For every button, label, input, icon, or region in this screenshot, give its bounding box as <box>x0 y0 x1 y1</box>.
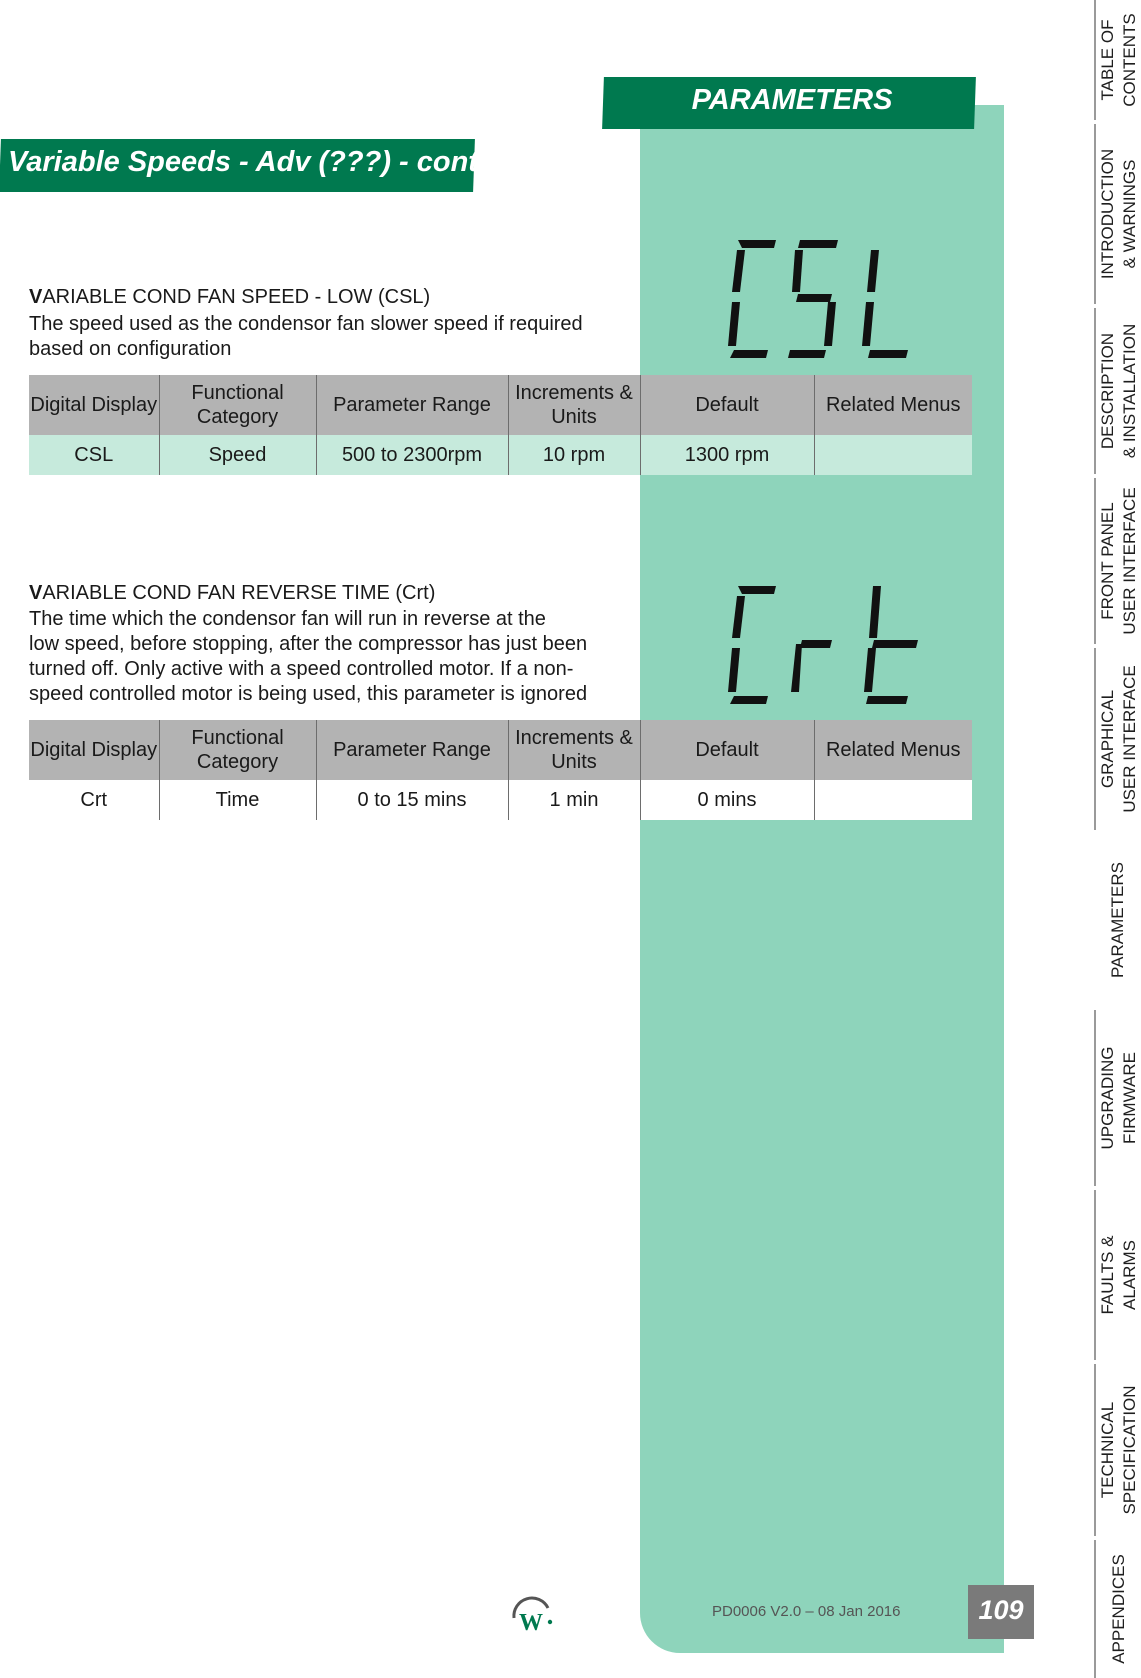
column-header: Parameter Range <box>316 720 508 780</box>
description-line: speed controlled motor is being used, this parameter is ignored <box>29 683 588 705</box>
segment-bottom <box>730 696 768 704</box>
cell-related-menus <box>814 780 972 820</box>
cell-increments-units: 1 min <box>508 780 640 820</box>
sidebar-tab-upgrading-firmware[interactable] <box>1094 1010 1141 1186</box>
sidebar-tab-label: INTRODUCTION & WARNINGS <box>1097 148 1139 280</box>
segment-upper-left <box>732 250 745 292</box>
sidebar-tab-introduction[interactable] <box>1094 124 1141 304</box>
cell-parameter-range: 500 to 2300rpm <box>316 435 508 475</box>
sidebar-tab-faults-alarms[interactable] <box>1094 1190 1141 1360</box>
column-header: Increments & Units <box>508 720 640 780</box>
segment-lower-left <box>862 302 874 346</box>
table-row <box>29 435 972 475</box>
segment-lower-left <box>791 644 802 692</box>
column-header: Functional Category <box>159 720 316 780</box>
parameter-description-crt <box>29 607 629 707</box>
cell-increments-units: 10 rpm <box>508 435 640 475</box>
column-header: Functional Category <box>159 375 316 435</box>
segment-middle <box>872 640 918 648</box>
sidebar-tab-parameters[interactable] <box>1094 834 1141 1006</box>
sidebar-tab-label: DESCRIPTION & INSTALLATION <box>1097 323 1139 459</box>
column-header: Default <box>640 375 814 435</box>
description-line: low speed, before stopping, after the compressor has just been <box>29 633 588 655</box>
sidebar-tab-graphical[interactable] <box>1094 648 1141 830</box>
logo-letter: W <box>519 1610 543 1636</box>
segment-upper-left <box>792 250 803 292</box>
sidebar-tab-appendices[interactable] <box>1094 1540 1141 1678</box>
sidebar-tab-label: TECHNICAL SPECIFICATION <box>1097 1385 1139 1515</box>
company-logo <box>506 1588 556 1638</box>
cell-default: 1300 rpm <box>640 435 814 475</box>
table-row <box>29 780 972 820</box>
segment-top <box>738 586 776 594</box>
page-title: Variable Speeds - Adv (???) - cont <box>8 146 478 178</box>
sidebar-tab-technical-specification[interactable] <box>1094 1364 1141 1536</box>
column-header: Increments & Units <box>508 375 640 435</box>
column-header: Parameter Range <box>316 375 508 435</box>
parameter-heading-csl <box>29 286 430 309</box>
description-line: The speed used as the condensor fan slower speed if required <box>29 313 583 335</box>
column-header: Digital Display <box>29 720 159 780</box>
parameter-description-csl <box>29 312 629 362</box>
table-header-row <box>29 375 972 435</box>
sidebar-tab-label: TABLE OF CONTENTS <box>1097 13 1139 107</box>
sidebar-tab-label: APPENDICES <box>1108 1554 1128 1664</box>
heading-text: ARIABLE COND FAN REVERSE TIME (Crt) <box>42 582 436 604</box>
segment-bottom <box>866 696 908 704</box>
sidebar-tab-label: UPGRADING FIRMWARE <box>1097 1046 1139 1150</box>
cell-functional-category: Time <box>159 780 316 820</box>
segment-middle <box>800 640 832 648</box>
cell-parameter-range: 0 to 15 mins <box>316 780 508 820</box>
segment-top <box>798 240 838 248</box>
parameter-table-csl <box>29 375 972 475</box>
segment-lower-left <box>728 648 740 692</box>
sidebar-tab-label: FRONT PANEL USER INTERFACE <box>1097 487 1139 635</box>
column-header: Related Menus <box>814 375 972 435</box>
cell-default: 0 mins <box>640 780 814 820</box>
parameter-heading-crt <box>29 582 435 605</box>
page-number: 109 <box>978 1595 1024 1625</box>
description-line: based on configuration <box>29 338 232 360</box>
segment-upper-left <box>869 586 881 638</box>
heading-initial: V <box>29 286 43 308</box>
document-reference: PD0006 V2.0 – 08 Jan 2016 <box>712 1603 901 1620</box>
column-header: Default <box>640 720 814 780</box>
sidebar-tab-table-of-contents[interactable] <box>1094 0 1141 120</box>
seven-segment-display-crt <box>728 586 920 704</box>
segment-upper-left <box>867 250 879 292</box>
sidebar-tab-front-panel[interactable] <box>1094 478 1141 644</box>
logo-dot <box>548 1620 552 1624</box>
heading-initial: V <box>29 582 43 604</box>
cell-related-menus <box>814 435 972 475</box>
segment-top <box>738 240 776 248</box>
segment-middle <box>796 294 832 302</box>
segment-lower-left <box>728 302 740 346</box>
segment-lower-left <box>864 648 876 692</box>
segment-upper-left <box>732 596 745 638</box>
sidebar-tab-label: GRAPHICAL USER INTERFACE <box>1097 665 1139 813</box>
cell-functional-category: Speed <box>159 435 316 475</box>
description-line: The time which the condensor fan will run in reverse at the <box>29 608 546 630</box>
column-header: Digital Display <box>29 375 159 435</box>
sidebar-tab-description[interactable] <box>1094 308 1141 474</box>
parameter-table-crt <box>29 720 972 820</box>
segment-lower-right <box>824 302 836 346</box>
description-line: turned off. Only active with a speed controlled motor. If a non- <box>29 658 574 680</box>
section-banner-label: PARAMETERS <box>691 84 893 116</box>
segment-bottom <box>730 350 768 358</box>
column-header: Related Menus <box>814 720 972 780</box>
cell-digital-display: Crt <box>29 780 159 820</box>
segment-bottom <box>868 350 908 358</box>
table-header-row <box>29 720 972 780</box>
sidebar-tab-label: PARAMETERS <box>1107 862 1127 978</box>
segment-bottom <box>788 350 826 358</box>
cell-digital-display: CSL <box>29 435 159 475</box>
heading-text: ARIABLE COND FAN SPEED - LOW (CSL) <box>42 286 431 308</box>
sidebar-tab-label: FAULTS & ALARMS <box>1097 1235 1139 1315</box>
seven-segment-display-csl <box>728 240 910 358</box>
